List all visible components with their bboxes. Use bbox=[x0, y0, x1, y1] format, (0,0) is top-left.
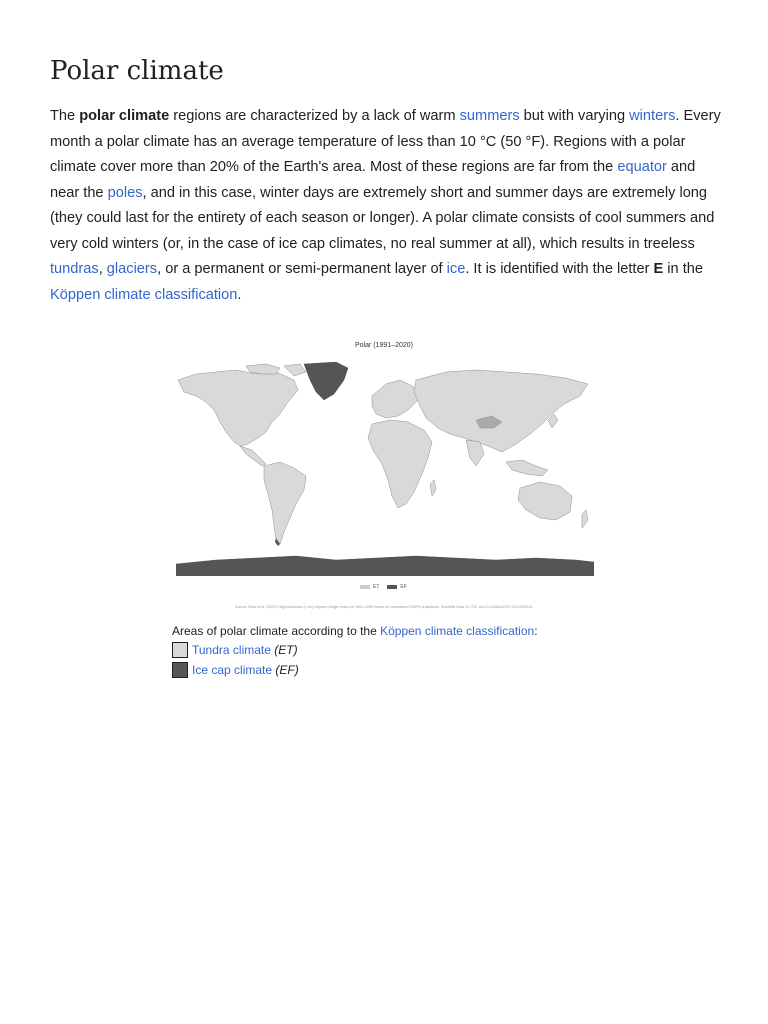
text: regions are characterized by a lack of warm bbox=[169, 108, 460, 124]
text: and near the bbox=[50, 159, 696, 201]
text: The bbox=[50, 108, 80, 124]
link-tundra-climate[interactable]: Tundra climate bbox=[192, 643, 271, 657]
text: . bbox=[237, 286, 242, 303]
map-legend bbox=[360, 584, 407, 590]
text: , or a permanent or semi-permanent layer of bbox=[157, 261, 447, 277]
text: . Every month a polar climate has an average temperature of less than 10 °C (50 °F). Regions with a polar climate cover more than 20% of the Earth's area. Most of these regions are far from the bbox=[50, 108, 721, 175]
icecap-color-swatch bbox=[172, 662, 188, 678]
link-tundras[interactable]: tundras bbox=[50, 261, 99, 277]
legend-row-icecap bbox=[172, 660, 538, 680]
legend-ef: EF bbox=[387, 584, 406, 590]
caption-intro: Areas of polar climate according to the Köppen climate classification: bbox=[172, 624, 538, 638]
tundra-color-swatch bbox=[172, 642, 188, 658]
link-equator[interactable]: equator bbox=[617, 159, 667, 175]
link-ice-cap-climate[interactable]: Ice cap climate bbox=[192, 663, 273, 677]
link-caption-koppen[interactable]: Köppen climate classification bbox=[380, 624, 535, 638]
bold-letter-e: E bbox=[653, 261, 664, 277]
text: in the bbox=[663, 261, 704, 277]
intro-paragraph bbox=[50, 104, 722, 308]
tundra-code: (ET) bbox=[274, 643, 298, 657]
link-summers[interactable]: summers bbox=[459, 108, 520, 124]
legend-row-tundra bbox=[172, 640, 538, 660]
text: , bbox=[98, 261, 107, 277]
bold-term-polar-climate: polar climate bbox=[79, 108, 170, 124]
link-koppen-classification[interactable]: Köppen climate classification bbox=[50, 286, 238, 303]
page-title: Polar climate bbox=[50, 56, 224, 86]
figure-caption bbox=[172, 622, 538, 680]
text: but with varying bbox=[519, 108, 630, 124]
map-title: Polar (1991–2020) bbox=[355, 342, 413, 349]
icecap-code: (EF) bbox=[275, 663, 299, 677]
text: . It is identified with the letter bbox=[465, 261, 654, 277]
link-glaciers[interactable]: glaciers bbox=[106, 261, 158, 277]
antarctica-icecap bbox=[176, 556, 594, 576]
link-ice[interactable]: ice bbox=[446, 261, 466, 277]
link-poles[interactable]: poles bbox=[107, 184, 143, 201]
map-source-credit: Source: Beck et al. (2023): High-resolution (1 km) Köppen-Geiger maps for 1901–2099 based on constrained CMIP6 projections. Scientific Data 10, 724, doi:10.1038/s41597-023-02549-6. bbox=[234, 605, 534, 609]
legend-et: ET bbox=[360, 584, 379, 590]
world-map-image bbox=[176, 362, 594, 576]
text: , and in this case, winter days are extremely short and summer days are extremely long (they could last for the entirety of each season or longer). A polar climate consists of cool summers and very cold winters (or, in the case of ice cap climates, no real summer at all), which results in treeless bbox=[50, 184, 715, 252]
link-winters[interactable]: winters bbox=[629, 108, 676, 124]
